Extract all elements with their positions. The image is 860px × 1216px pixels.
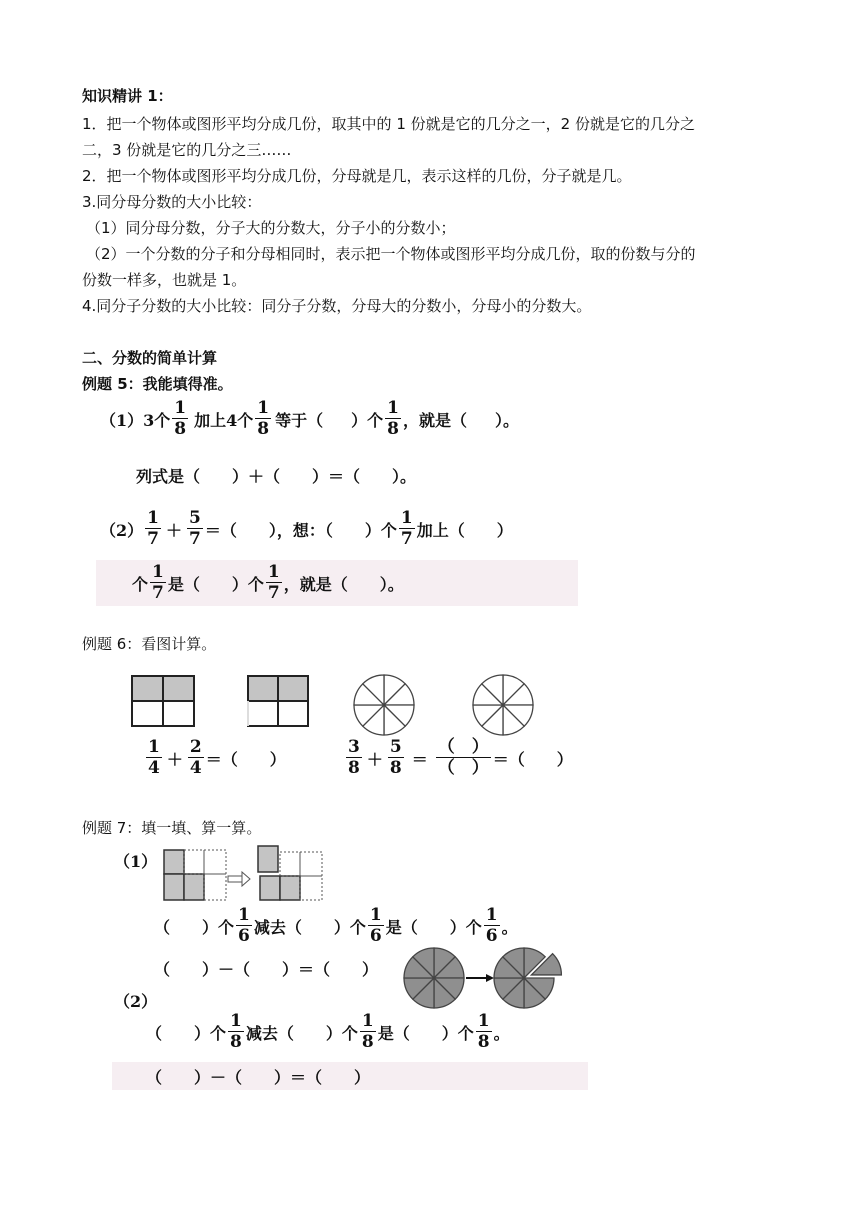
ex5-q1-line2: 列式是（ ）＋（ ）＝（ ）。 <box>136 466 417 486</box>
plus-sign: ＋ <box>166 749 183 769</box>
fraction-one-seventh: $\frac{1}{7}$ <box>147 508 159 549</box>
ex7-q2-end: 。 <box>493 1023 510 1043</box>
rect-sixths-after <box>258 846 322 900</box>
ex5-q2-text-e: ，就是（ ）。 <box>283 574 404 594</box>
fraction-five-sevenths: $\frac{5}{7}$ <box>189 508 201 549</box>
ex7-q1-text-a: （ ）个 <box>154 917 235 937</box>
fraction-one-sixth: $\frac{1}{6}$ <box>485 905 498 946</box>
circle-eighths-4 <box>494 948 561 1008</box>
fraction-one-eighth: $\frac{1}{8}$ <box>387 398 399 439</box>
ex7-q1-text-b: 减去（ ）个 <box>253 917 366 937</box>
arrow-right-icon <box>228 872 250 886</box>
ex7-q1-line <box>154 902 518 950</box>
blank-fraction: $\frac{( )}{( )}$ <box>437 737 489 778</box>
ex7-q1-label: （1） <box>114 851 158 871</box>
knowledge-point-1b: 二，3 份就是它的几分之三…… <box>82 141 292 159</box>
ex7-q2-text-c: 是（ ）个 <box>377 1023 474 1043</box>
example-6-title: 例题 6：看图计算。 <box>82 635 217 653</box>
ex7-q2-label: （2） <box>114 991 158 1011</box>
fraction-two-quarters: $\frac{2}{4}$ <box>189 737 202 778</box>
ex5-q2-text-c: 个 <box>132 574 149 594</box>
fraction-one-seventh: $\frac{1}{7}$ <box>152 562 164 603</box>
knowledge-point-3-1: （1）同分母分数，分子大的分数大，分子小的分数小； <box>86 219 456 237</box>
section-title: 二、分数的简单计算 <box>82 349 218 367</box>
ex6-left-result: ＝（ ） <box>205 749 286 769</box>
knowledge-point-1a: 1．把一个物体或图形平均分成几份，取其中的 1 份就是它的几分之一，2 份就是它的几分之 <box>82 115 695 133</box>
fraction-one-eighth: $\frac{1}{8}$ <box>477 1011 490 1052</box>
rect-sixths-before <box>164 850 226 900</box>
knowledge-point-2: 2．把一个物体或图形平均分成几份，分母就是几，表示这样的几份，分子就是几。 <box>82 167 632 185</box>
ex7-q2-line <box>146 1008 510 1056</box>
fraction-one-seventh: $\frac{1}{7}$ <box>400 508 413 549</box>
knowledge-point-3-2b: 份数一样多，也就是 1。 <box>82 271 247 289</box>
fraction-one-seventh: $\frac{1}{7}$ <box>267 562 280 603</box>
example-5-title: 例题 5：我能填得准。 <box>82 375 233 393</box>
ex7-q2-text-a: （ ）个 <box>146 1023 227 1043</box>
fraction-one-eighth: $\frac{1}{8}$ <box>361 1011 374 1052</box>
circle-eighths-3 <box>404 948 464 1008</box>
equals-sign: ＝ <box>411 749 428 769</box>
ex5-q2-text-b: 加上（ ） <box>416 520 513 540</box>
ex6-right-result: ＝（ ） <box>492 749 573 769</box>
fraction-three-eighths: $\frac{3}{8}$ <box>348 737 360 778</box>
arrow-right-icon <box>466 974 494 982</box>
ex7-q1-text-c: 是（ ）个 <box>385 917 482 937</box>
fraction-one-quarter: $\frac{1}{4}$ <box>148 737 160 778</box>
knowledge-heading: 知识精讲 1： <box>82 87 173 105</box>
fraction-one-eighth: $\frac{1}{8}$ <box>230 1011 242 1052</box>
ex5-q1-text-f: ）。 <box>495 410 520 430</box>
ex5-q1-text-c: 等于（ <box>275 410 324 430</box>
knowledge-point-4: 4.同分子分数的大小比较：同分子分数，分母大的分数小，分母小的分数大。 <box>82 297 592 315</box>
ex7-q1-calc: （ ）－（ ）＝（ ） <box>154 959 379 979</box>
ex7-q2-text-b: 减去（ ）个 <box>245 1023 358 1043</box>
ex7-q2-calc: （ ）－（ ）＝（ ） <box>146 1067 371 1087</box>
ex5-q1-text-b: 加上4个 <box>194 410 254 430</box>
ex7-q1-end: 。 <box>501 917 518 937</box>
ex5-q1-label: （1） <box>100 410 144 430</box>
fraction-one-eighth: $\frac{1}{8}$ <box>257 398 270 439</box>
ex5-q1-text-e: ，就是（ <box>402 410 467 430</box>
fraction-five-eighths: $\frac{5}{8}$ <box>389 737 402 778</box>
knowledge-point-3: 3.同分母分数的大小比较： <box>82 193 262 211</box>
example-7-title: 例题 7：填一填、算一算。 <box>82 819 262 837</box>
ex5-q2-label: （2） <box>100 520 144 540</box>
fraction-one-eighth: $\frac{1}{8}$ <box>174 398 187 439</box>
ex5-q1-text-a: 3个 <box>143 410 171 430</box>
ex5-q1-text-d: ）个 <box>351 410 384 430</box>
fraction-one-sixth: $\frac{1}{6}$ <box>369 905 382 946</box>
knowledge-point-3-2a: （2）一个分数的分子和分母相同时，表示把一个物体或图形平均分成几份，取的份数与分的 <box>86 245 696 263</box>
fraction-one-sixth: $\frac{1}{6}$ <box>238 905 250 946</box>
plus-sign: ＋ <box>165 520 182 540</box>
plus-sign: ＋ <box>366 749 383 769</box>
ex5-q2-text-a: ＝（ ），想：（ ）个 <box>204 520 397 540</box>
ex5-q2-text-d: 是（ ）个 <box>167 574 264 594</box>
